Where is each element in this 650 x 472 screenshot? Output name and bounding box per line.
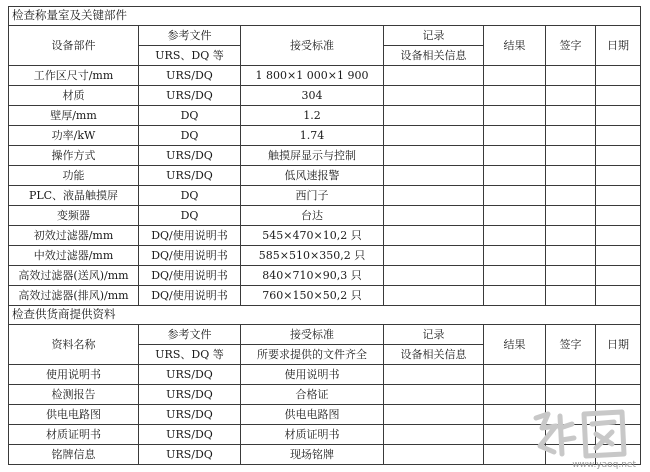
header-item: 资料名称 [9, 325, 139, 365]
header-result: 结果 [484, 325, 546, 365]
row-date [596, 385, 641, 405]
header-row [9, 325, 641, 345]
row-date [596, 186, 641, 206]
watermark-url: www.yaoq.net [572, 460, 636, 470]
row-ref: DQ [139, 126, 241, 146]
row-record [384, 445, 484, 465]
row-ref: URS/DQ [139, 166, 241, 186]
row-record [384, 126, 484, 146]
row-ref: URS/DQ [139, 445, 241, 465]
row-result [484, 405, 546, 425]
row-result [484, 206, 546, 226]
row-item: 中效过滤器/mm [9, 246, 139, 266]
header-result: 结果 [484, 26, 546, 66]
table-row [9, 425, 641, 445]
row-date [596, 146, 641, 166]
row-standard: 触摸屏显示与控制 [241, 146, 384, 166]
row-result [484, 385, 546, 405]
header-date: 日期 [596, 325, 641, 365]
row-date [596, 106, 641, 126]
row-standard: 585×510×350,2 只 [241, 246, 384, 266]
row-result [484, 86, 546, 106]
row-date [596, 86, 641, 106]
table-row [9, 166, 641, 186]
table-row [9, 365, 641, 385]
row-standard: 760×150×50,2 只 [241, 286, 384, 306]
row-record [384, 425, 484, 445]
row-date [596, 166, 641, 186]
row-ref: DQ [139, 106, 241, 126]
row-record [384, 186, 484, 206]
row-standard: 西门子 [241, 186, 384, 206]
row-sign [546, 385, 596, 405]
table-row [9, 226, 641, 246]
row-sign [546, 146, 596, 166]
row-result [484, 126, 546, 146]
row-record [384, 226, 484, 246]
row-result [484, 365, 546, 385]
row-record [384, 146, 484, 166]
row-record [384, 405, 484, 425]
row-result [484, 445, 546, 465]
header-record-sub: 设备相关信息 [384, 345, 484, 365]
row-record [384, 266, 484, 286]
row-sign [546, 126, 596, 146]
section-title-row [9, 306, 641, 325]
row-sign [546, 106, 596, 126]
row-item: 功能 [9, 166, 139, 186]
row-ref: URS/DQ [139, 146, 241, 166]
header-sign: 签字 [546, 325, 596, 365]
table-row [9, 286, 641, 306]
header-ref: 参考文件 [139, 26, 241, 46]
row-item: 工作区尺寸/mm [9, 66, 139, 86]
table-row [9, 86, 641, 106]
row-item: 使用说明书 [9, 365, 139, 385]
row-sign [546, 226, 596, 246]
row-ref: DQ/使用说明书 [139, 226, 241, 246]
table-row [9, 106, 641, 126]
table-row [9, 126, 641, 146]
row-date [596, 286, 641, 306]
row-item: 功率/kW [9, 126, 139, 146]
row-sign [546, 266, 596, 286]
row-item: 材质证明书 [9, 425, 139, 445]
table-row [9, 385, 641, 405]
table-body [9, 7, 641, 465]
table-row [9, 186, 641, 206]
row-result [484, 186, 546, 206]
row-standard: 840×710×90,3 只 [241, 266, 384, 286]
row-standard: 合格证 [241, 385, 384, 405]
row-record [384, 206, 484, 226]
row-sign [546, 66, 596, 86]
row-standard: 台达 [241, 206, 384, 226]
header-item: 设备部件 [9, 26, 139, 66]
row-standard: 1 800×1 000×1 900 [241, 66, 384, 86]
row-standard: 现场铭牌 [241, 445, 384, 465]
row-item: 变频器 [9, 206, 139, 226]
row-record [384, 166, 484, 186]
header-sign: 签字 [546, 26, 596, 66]
header-record: 记录 [384, 26, 484, 46]
row-standard: 供电电路图 [241, 405, 384, 425]
table-row [9, 445, 641, 465]
row-ref: DQ/使用说明书 [139, 266, 241, 286]
row-sign [546, 365, 596, 385]
header-date: 日期 [596, 26, 641, 66]
row-date [596, 126, 641, 146]
row-ref: DQ [139, 206, 241, 226]
header-ref: 参考文件 [139, 325, 241, 345]
row-date [596, 226, 641, 246]
row-date [596, 246, 641, 266]
row-record [384, 246, 484, 266]
row-sign [546, 206, 596, 226]
row-item: 铭牌信息 [9, 445, 139, 465]
row-result [484, 286, 546, 306]
row-ref: URS/DQ [139, 385, 241, 405]
table-row [9, 266, 641, 286]
row-sign [546, 166, 596, 186]
row-result [484, 66, 546, 86]
table-row [9, 405, 641, 425]
row-ref: URS/DQ [139, 425, 241, 445]
row-record [384, 286, 484, 306]
header-record: 记录 [384, 325, 484, 345]
row-date [596, 365, 641, 385]
row-standard: 材质证明书 [241, 425, 384, 445]
section-title: 检查供货商提供资料 [9, 306, 641, 325]
row-record [384, 86, 484, 106]
header-standard-sub: 所要求提供的文件齐全 [241, 345, 384, 365]
header-standard: 接受标准 [241, 26, 384, 66]
row-sign [546, 86, 596, 106]
row-result [484, 166, 546, 186]
inspection-sheet [8, 6, 640, 465]
row-result [484, 246, 546, 266]
row-ref: URS/DQ [139, 66, 241, 86]
row-item: 检测报告 [9, 385, 139, 405]
table-row [9, 146, 641, 166]
header-ref-sub: URS、DQ 等 [139, 46, 241, 66]
row-item: 操作方式 [9, 146, 139, 166]
section-title-row [9, 7, 641, 26]
row-sign [546, 246, 596, 266]
row-ref: DQ/使用说明书 [139, 246, 241, 266]
row-sign [546, 425, 596, 445]
header-ref-sub: URS、DQ 等 [139, 345, 241, 365]
row-record [384, 365, 484, 385]
row-standard: 1.74 [241, 126, 384, 146]
row-item: 高效过滤器(送风)/mm [9, 266, 139, 286]
row-result [484, 425, 546, 445]
row-item: 供电电路图 [9, 405, 139, 425]
row-sign [546, 186, 596, 206]
row-standard: 低风速报警 [241, 166, 384, 186]
row-result [484, 106, 546, 126]
row-date [596, 405, 641, 425]
row-sign [546, 286, 596, 306]
row-item: 材质 [9, 86, 139, 106]
section-title: 检查称量室及关键部件 [9, 7, 641, 26]
row-record [384, 385, 484, 405]
table-row [9, 66, 641, 86]
row-standard: 545×470×10,2 只 [241, 226, 384, 246]
header-record-sub: 设备相关信息 [384, 46, 484, 66]
row-ref: DQ/使用说明书 [139, 286, 241, 306]
row-date [596, 266, 641, 286]
row-date [596, 425, 641, 445]
row-item: 高效过滤器(排风)/mm [9, 286, 139, 306]
row-result [484, 146, 546, 166]
header-row [9, 26, 641, 46]
row-date [596, 206, 641, 226]
row-item: 壁厚/mm [9, 106, 139, 126]
row-record [384, 66, 484, 86]
row-date [596, 66, 641, 86]
row-ref: DQ [139, 186, 241, 206]
row-standard: 使用说明书 [241, 365, 384, 385]
row-item: 初效过滤器/mm [9, 226, 139, 246]
header-standard: 接受标准 [241, 325, 384, 345]
row-ref: URS/DQ [139, 365, 241, 385]
row-standard: 304 [241, 86, 384, 106]
inspection-table [8, 6, 641, 465]
table-row [9, 206, 641, 226]
row-result [484, 266, 546, 286]
row-item: PLC、液晶触摸屏 [9, 186, 139, 206]
row-result [484, 226, 546, 246]
row-sign [546, 405, 596, 425]
row-ref: URS/DQ [139, 86, 241, 106]
row-ref: URS/DQ [139, 405, 241, 425]
table-row [9, 246, 641, 266]
row-record [384, 106, 484, 126]
row-standard: 1.2 [241, 106, 384, 126]
